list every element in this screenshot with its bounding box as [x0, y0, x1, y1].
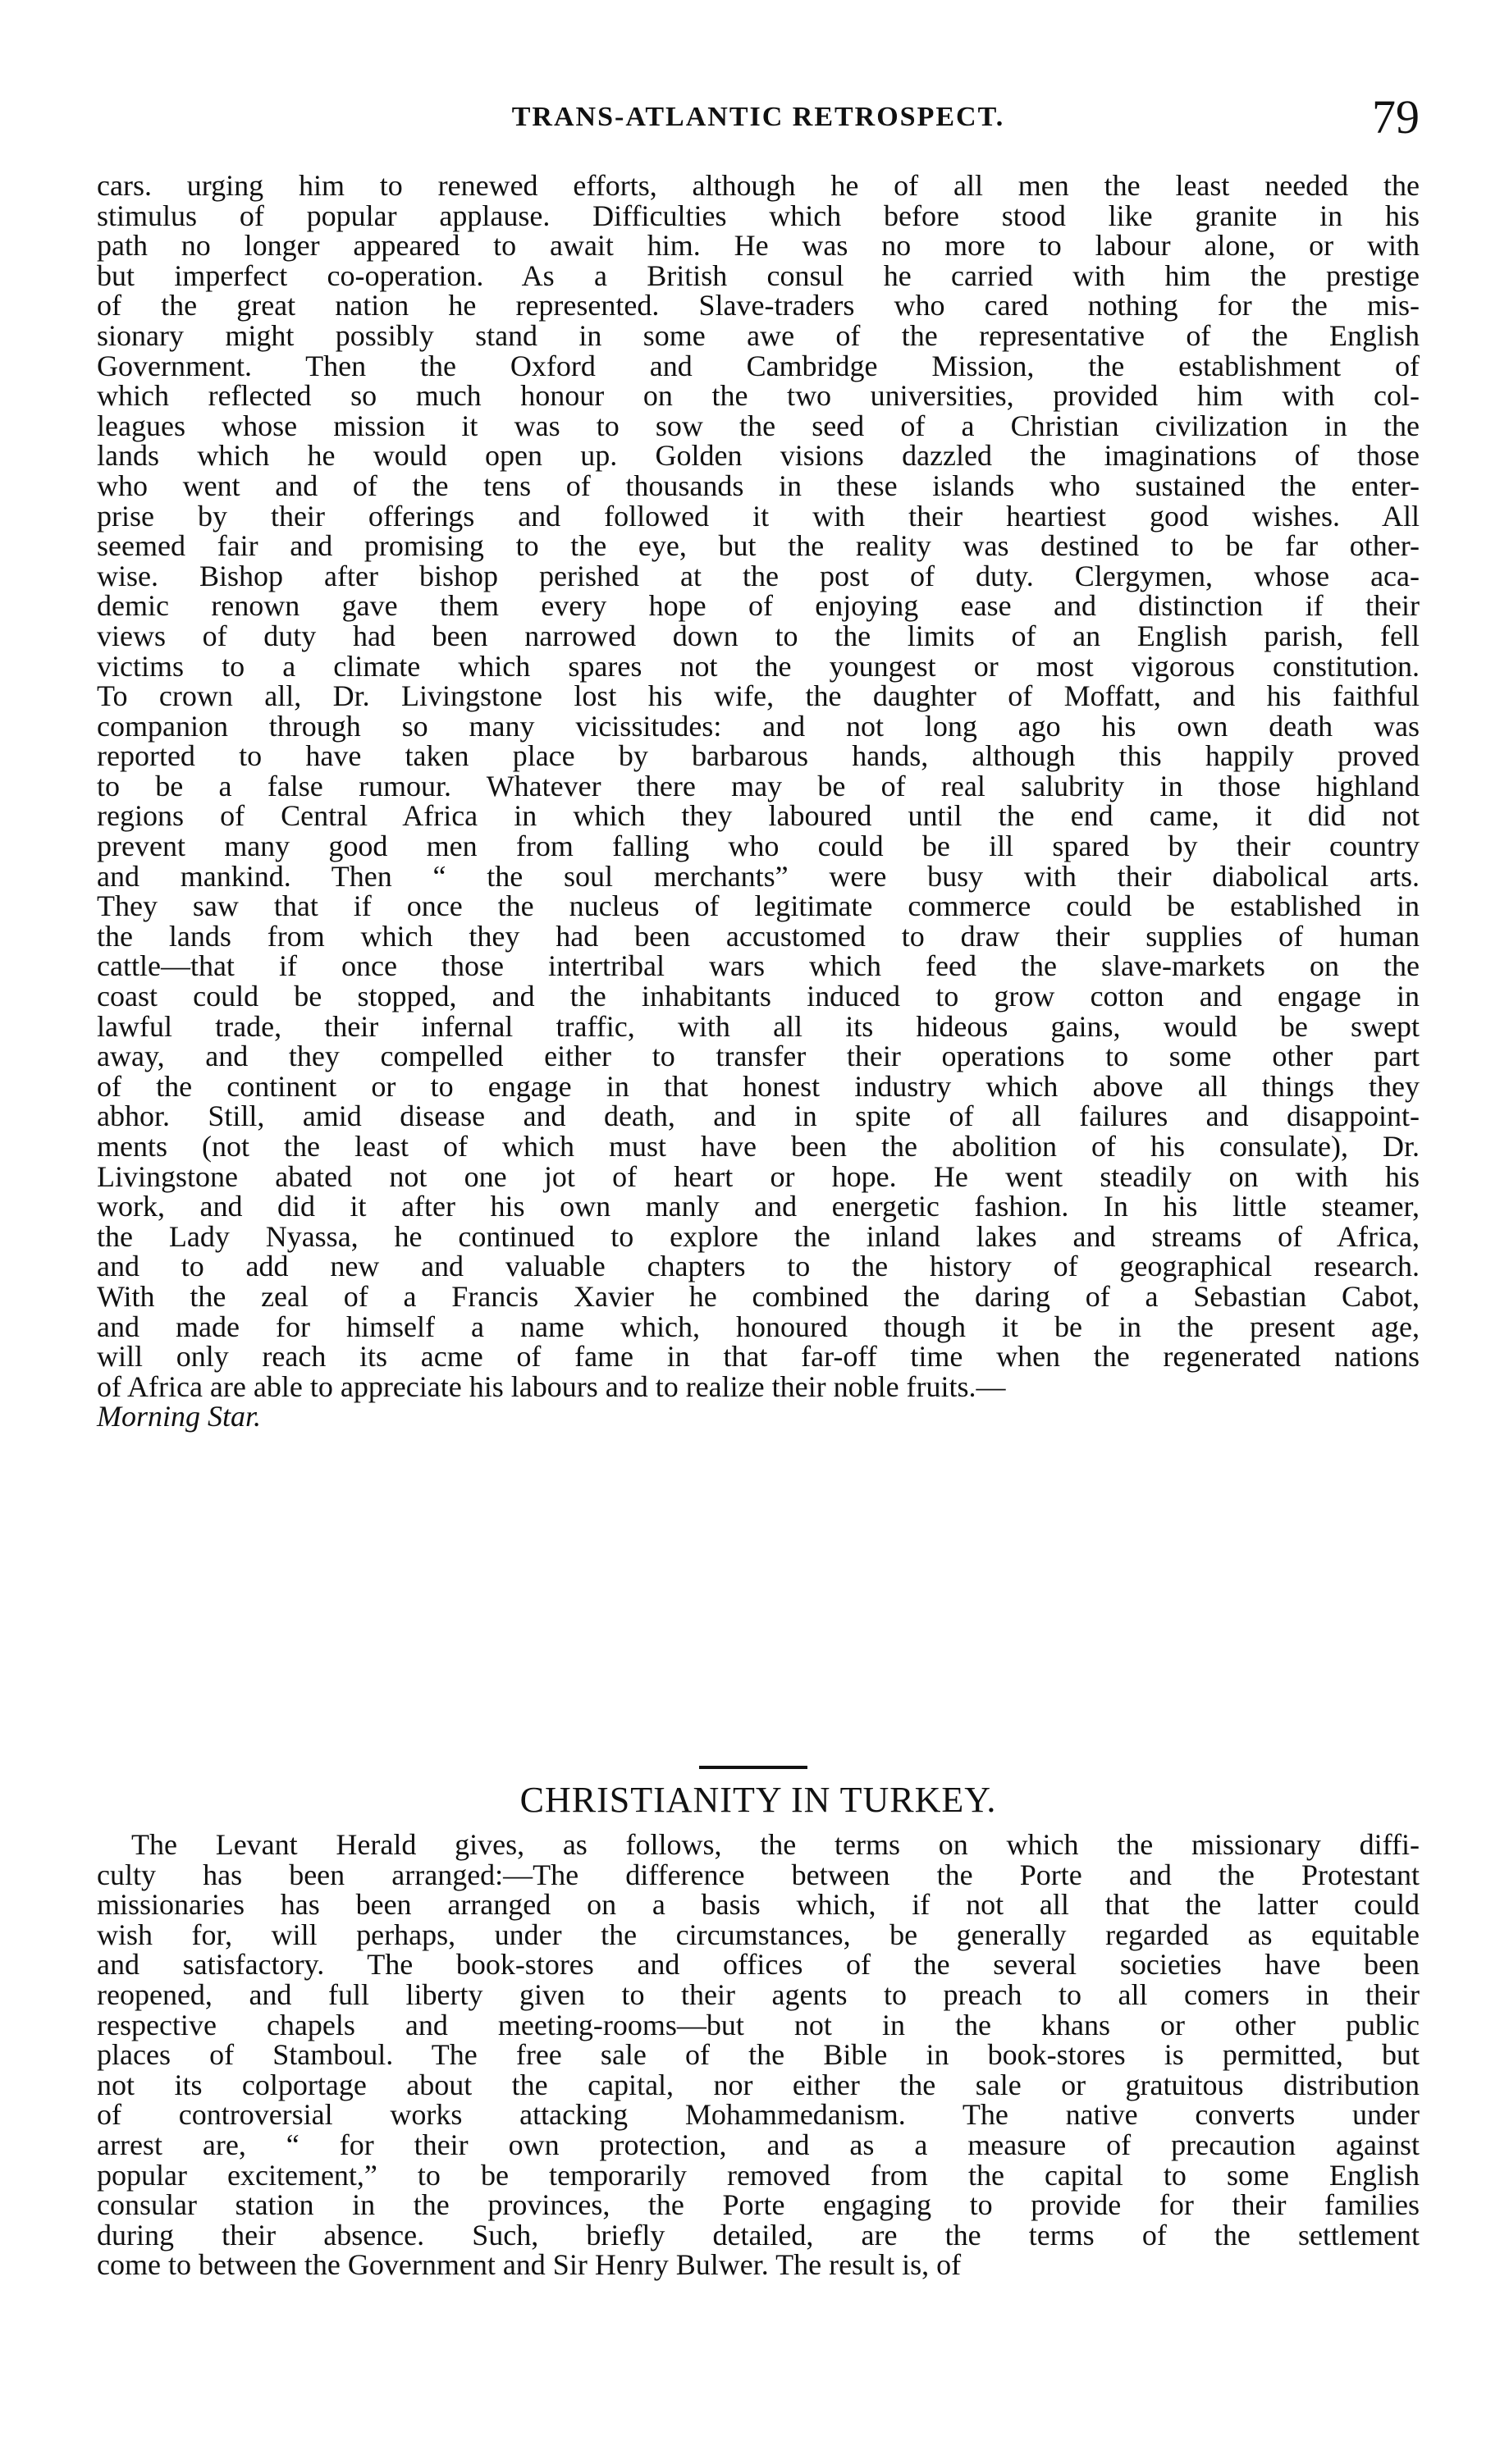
text-line: wish for, will perhaps, under the circumstances, be generally regarded as equitable — [97, 1918, 1420, 1951]
text-line: culty has been arranged:—The difference between the Porte and the Protestant — [97, 1858, 1420, 1891]
text-line: victims to a climate which spares not the youngest or most vigorous constitution. — [97, 649, 1420, 683]
text-line: leagues whose mission it was to sow the seed of a Christian civilization in the — [97, 409, 1420, 442]
text-line: respective chapels and meeting-rooms—but not in the khans or other public — [97, 2008, 1420, 2041]
text-line: demic renown gave them every hope of enjoying ease and distinction if their — [97, 589, 1420, 623]
text-line: prevent many good men from falling who could be ill spared by their country — [97, 830, 1420, 863]
text-line: The Levant Herald gives, as follows, the terms on which the missionary diffi- — [131, 1828, 1420, 1861]
text-line: stimulus of popular applause. Difficulties which before stood like granite in his — [97, 199, 1420, 232]
text-line: away, and they compelled either to transfer their operations to some other part — [97, 1040, 1420, 1073]
text-line: arrest are, “ for their own protection, and as a measure of precaution against — [97, 2128, 1420, 2161]
text-line: lands which he would open up. Golden visions dazzled the imaginations of those — [97, 439, 1420, 473]
text-line: Government. Then the Oxford and Cambridge Mission, the establishment of — [97, 349, 1420, 382]
text-line: companion through so many vicissitudes: and not long ago his own death was — [97, 709, 1420, 743]
text-line: sionary might possibly stand in some awe of the representative of the English — [97, 318, 1420, 352]
text-line: of the continent or to engage in that honest industry which above all things they — [97, 1069, 1420, 1103]
running-title: TRANS-ATLANTIC RETROSPECT. — [511, 102, 1005, 132]
text-line: during their absence. Such, briefly detailed, are the terms of the settlement — [97, 2218, 1420, 2251]
text-line: seemed fair and promising to the eye, but the reality was destined to be far other- — [97, 529, 1420, 563]
section-title: CHRISTIANITY IN TURKEY. — [519, 1780, 997, 1820]
text-line: and made for himself a name which, honoured though it be in the present age, — [97, 1310, 1420, 1343]
text-line: reported to have taken place by barbarous hands, although this happily proved — [97, 739, 1420, 773]
text-line: abhor. Still, amid disease and death, and in spite of all failures and disappoint- — [97, 1099, 1420, 1133]
text-line: work, and did it after his own manly and energetic fashion. In his little steamer, — [97, 1190, 1420, 1223]
page-number: 79 — [1372, 90, 1420, 144]
text-line: wise. Bishop after bishop perished at the post of duty. Clergymen, whose aca- — [97, 559, 1420, 592]
text-line: consular station in the provinces, the Porte engaging to provide for their families — [97, 2188, 1420, 2222]
text-line: ments (not the least of which must have been the abolition of his consulate), Dr. — [97, 1130, 1420, 1163]
text-line: views of duty had been narrowed down to the limits of an English parish, fell — [97, 619, 1420, 652]
text-line: of Africa are able to appreciate his labours and to realize their noble fruits.— — [97, 1369, 1006, 1403]
text-line: but imperfect co-operation. As a British consul he carried with him the prestige — [97, 258, 1420, 292]
text-line: popular excitement,” to be temporarily removed from the capital to some English — [97, 2158, 1420, 2192]
text-line: regions of Central Africa in which they laboured until the end came, it did not — [97, 799, 1420, 833]
text-line: to be a false rumour. Whatever there may be of real salubrity in those highland — [97, 769, 1420, 802]
text-line: of controversial works attacking Mohammedanism. The native converts under — [97, 2098, 1420, 2132]
text-line: of the great nation he represented. Slave-traders who cared nothing for the mis- — [97, 289, 1420, 322]
section-divider — [699, 1766, 807, 1769]
running-header — [97, 90, 1420, 154]
text-line: prise by their offerings and followed it with their heartiest good wishes. All — [97, 499, 1420, 533]
text-line: Livingstone abated not one jot of heart or hope. He went steadily on with his — [97, 1159, 1420, 1193]
text-line: not its colportage about the capital, nor either the sale or gratuitous distribution — [97, 2068, 1420, 2101]
text-line: path no longer appeared to await him. He was no more to labour alone, or with — [97, 229, 1420, 263]
text-line: will only reach its acme of fame in that far-off time when the regenerated nations — [97, 1340, 1420, 1374]
source-attribution: Morning Star. — [97, 1400, 262, 1433]
text-line: and to add new and valuable chapters to the history of geographical research. — [97, 1250, 1420, 1283]
text-line: the Lady Nyassa, he continued to explore the inland lakes and streams of Africa, — [97, 1219, 1420, 1253]
text-line: and satisfactory. The book-stores and offices of the several societies have been — [97, 1948, 1420, 1982]
text-line: the lands from which they had been accustomed to draw their supplies of human — [97, 919, 1420, 953]
text-line: cattle—that if once those intertribal wars which feed the slave-markets on the — [97, 949, 1420, 983]
text-line: cars. urging him to renewed efforts, although he of all men the least needed the — [97, 169, 1420, 202]
text-line: reopened, and full liberty given to their agents to preach to all comers in their — [97, 1977, 1420, 2011]
text-line: To crown all, Dr. Livingstone lost his wife, the daughter of Moffatt, and his faithful — [97, 679, 1420, 713]
text-line: coast could be stopped, and the inhabitants induced to grow cotton and engage in — [97, 980, 1420, 1013]
text-line: and mankind. Then “ the soul merchants” were busy with their diabolical arts. — [97, 859, 1420, 893]
text-line: come to between the Government and Sir Henry Bulwer. The result is, of — [97, 2248, 962, 2282]
text-line: which reflected so much honour on the two universities, provided him with col- — [97, 379, 1420, 413]
text-line: places of Stamboul. The free sale of the Bible in book-stores is permitted, but — [97, 2038, 1420, 2072]
text-line: missionaries has been arranged on a basis which, if not all that the latter could — [97, 1888, 1420, 1922]
article-livingstone — [97, 171, 1420, 1432]
text-line: lawful trade, their infernal traffic, with all its hideous gains, would be swept — [97, 1009, 1420, 1043]
text-line: With the zeal of a Francis Xavier he combined the daring of a Sebastian Cabot, — [97, 1279, 1420, 1313]
text-line: who went and of the tens of thousands in these islands who sustained the enter- — [97, 469, 1420, 502]
article-turkey — [97, 1830, 1420, 2280]
text-line: They saw that if once the nucleus of legitimate commerce could be established in — [97, 889, 1420, 923]
